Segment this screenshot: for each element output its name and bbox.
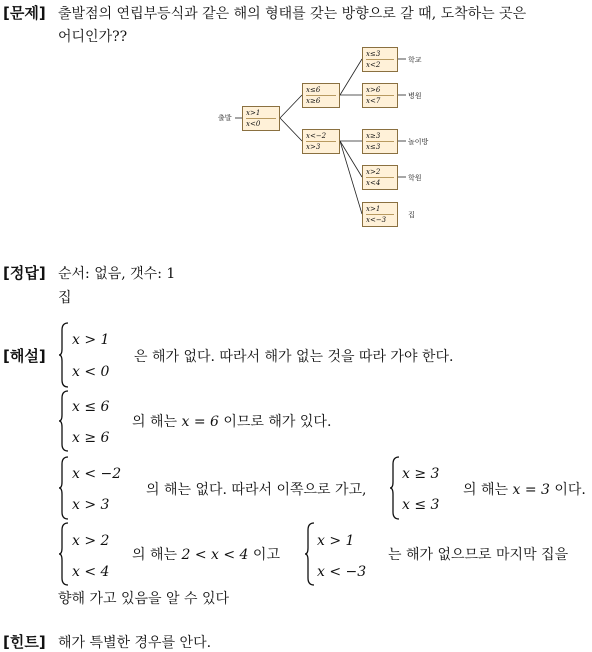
leaf-1-cond-2: x<2 <box>366 59 394 70</box>
s2-ineq-b: x ≥ 6 <box>72 430 110 446</box>
s3-ineq-c: x ≥ 3 <box>402 466 440 482</box>
mid-bottom-node <box>302 129 340 154</box>
s3-text-pre: 의 해는 없다. 따라서 이쪽으로 가고, <box>146 482 367 498</box>
leaf-5-dest: 집 <box>408 211 415 219</box>
start-cond-2: x<0 <box>246 118 276 129</box>
inequality-tree-diagram <box>210 42 460 232</box>
leaf-2-cond-2: x<7 <box>366 95 394 106</box>
s4-ineq-a: x > 2 <box>72 533 110 549</box>
brace-s3-left <box>58 456 70 520</box>
s4-ineq-d: x < −3 <box>317 564 367 580</box>
leaf-4-dest: 학원 <box>408 174 422 182</box>
leaf-node-1 <box>362 47 398 72</box>
s4-text-mid: 이고 <box>248 547 280 563</box>
start-cond-1: x>1 <box>246 109 261 117</box>
start-node <box>242 106 280 131</box>
brace-s1 <box>58 322 70 388</box>
s2-math: x = 6 <box>181 414 219 430</box>
leaf-1-cond-1: x≤3 <box>366 50 381 58</box>
leaf-5-cond-1: x>1 <box>366 205 381 213</box>
s3-text-mid: 의 해는 <box>463 482 513 498</box>
s3-ineq-a: x < −2 <box>72 466 122 482</box>
leaf-3-dest: 놀이방 <box>408 138 429 146</box>
mid-bottom-cond-1: x<−2 <box>306 132 327 140</box>
mid-top-node <box>302 83 340 108</box>
leaf-3-cond-1: x≥3 <box>366 132 381 140</box>
brace-s2 <box>58 390 70 452</box>
answer-tag: [정답] <box>3 264 46 282</box>
explanation-tag: [해설] <box>3 347 46 365</box>
s2-text <box>132 411 331 431</box>
leaf-node-4 <box>362 165 398 190</box>
s2-text-pre: 의 해는 <box>132 414 182 430</box>
s1-ineq-b: x < 0 <box>72 364 110 380</box>
s3-ineq-b: x > 3 <box>72 497 110 513</box>
mid-top-cond-2: x≥6 <box>306 95 336 106</box>
brace-s4-left <box>58 522 70 586</box>
s3-text-end: 이다. <box>549 482 586 498</box>
s4-text-post: 는 해가 없으므로 마지막 집을 <box>388 547 569 563</box>
answer-line2: 집 <box>58 290 72 306</box>
leaf-4-cond-1: x>2 <box>366 168 381 176</box>
s3-math: x = 3 <box>512 482 550 498</box>
leaf-node-3 <box>362 129 398 154</box>
leaf-node-2 <box>362 83 398 108</box>
s4-text-pre <box>132 544 280 564</box>
s4-ineq-c: x > 1 <box>317 533 355 549</box>
answer-line1: 순서: 없음, 갯수: 1 <box>58 266 176 282</box>
leaf-node-5 <box>362 202 398 227</box>
hint-text: 해가 특별한 경우를 안다. <box>58 635 212 651</box>
brace-s3-right <box>389 456 401 520</box>
s4-ineq-b: x < 4 <box>72 564 110 580</box>
hint-tag: [힌트] <box>3 633 46 651</box>
mid-top-cond-1: x≤6 <box>306 86 321 94</box>
problem-tag: [문제] <box>3 4 46 22</box>
leaf-5-cond-2: x<−3 <box>366 214 394 225</box>
leaf-2-cond-1: x>6 <box>366 86 381 94</box>
s4-math: 2 < x < 4 <box>181 547 249 563</box>
s1-ineq-a: x > 1 <box>72 332 110 348</box>
brace-s4-right <box>304 522 316 586</box>
s2-ineq-a: x ≤ 6 <box>72 399 110 415</box>
mid-bottom-cond-2: x>3 <box>306 141 336 152</box>
problem-text-line1: 출발점의 연립부등식과 같은 해의 형태를 갖는 방향으로 갈 때, 도착하는 곳은 <box>58 6 527 22</box>
s3-ineq-d: x ≤ 3 <box>402 497 440 513</box>
leaf-2-dest: 병원 <box>408 92 422 100</box>
s4-text-lead: 의 해는 <box>132 547 182 563</box>
leaf-4-cond-2: x<4 <box>366 177 394 188</box>
s1-text: 은 해가 없다. 따라서 해가 없는 것을 따라 가야 한다. <box>134 349 454 365</box>
leaf-1-dest: 학교 <box>408 56 422 64</box>
start-label: 출발 <box>218 114 232 122</box>
s5-text: 향해 가고 있음을 알 수 있다 <box>58 591 230 607</box>
leaf-3-cond-2: x≤3 <box>366 141 394 152</box>
s2-text-post: 이므로 해가 있다. <box>218 414 332 430</box>
s3-text-post <box>463 479 586 499</box>
problem-text-line2: 어디인가?? <box>58 29 128 45</box>
